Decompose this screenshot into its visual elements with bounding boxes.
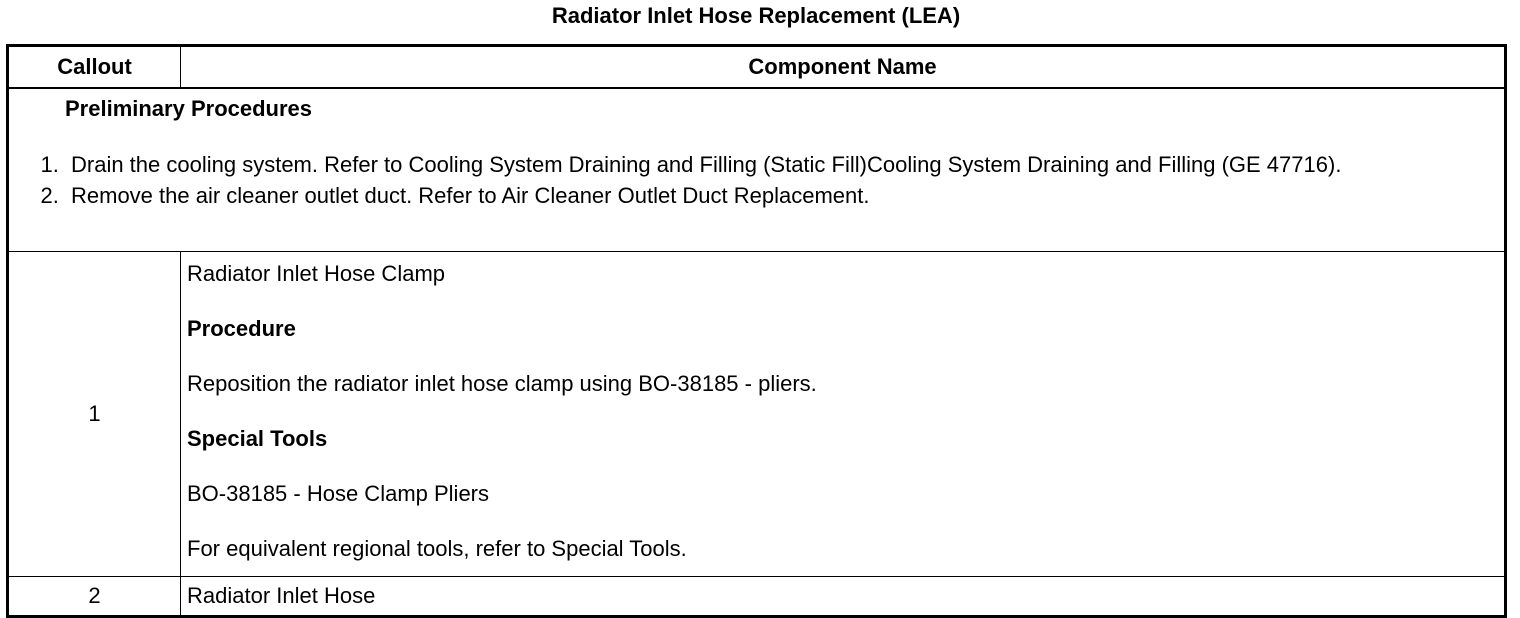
table-header-row <box>8 46 1506 89</box>
procedure-text: Reposition the radiator inlet hose clamp using BO-38185 - pliers. <box>187 371 817 396</box>
special-tools-note: For equivalent regional tools, refer to Special Tools. <box>187 536 687 561</box>
callout-number: 2 <box>8 577 181 617</box>
document-title: Radiator Inlet Hose Replacement (LEA) <box>551 3 961 28</box>
preliminary-steps-list <box>27 149 1424 211</box>
preliminary-step: 2. Remove the air cleaner outlet duct. Refer to Air Cleaner Outlet Duct Replacement. <box>65 180 1424 211</box>
callout-column-header: Callout <box>8 46 181 89</box>
special-tool-item: BO-38185 - Hose Clamp Pliers <box>187 481 490 506</box>
component-name-column-header: Component Name <box>181 46 1506 89</box>
preliminary-procedures-row <box>8 88 1506 252</box>
table-row <box>8 577 1506 617</box>
component-detail-cell <box>181 252 1506 577</box>
special-tools-heading: Special Tools <box>187 426 328 451</box>
procedure-table <box>6 44 1507 618</box>
procedure-heading: Procedure <box>187 316 296 341</box>
component-name: Radiator Inlet Hose <box>181 577 1506 617</box>
preliminary-procedures-cell <box>8 88 1506 252</box>
preliminary-step: 1. Drain the cooling system. Refer to Cooling System Draining and Filling (Static Fill)Cooling System Draining and Filling (GE 47716). <box>65 149 1424 180</box>
table-row <box>8 252 1506 577</box>
preliminary-procedures-heading: Preliminary Procedures <box>65 96 313 121</box>
callout-number: 1 <box>8 252 181 577</box>
component-name: Radiator Inlet Hose Clamp <box>187 261 446 286</box>
